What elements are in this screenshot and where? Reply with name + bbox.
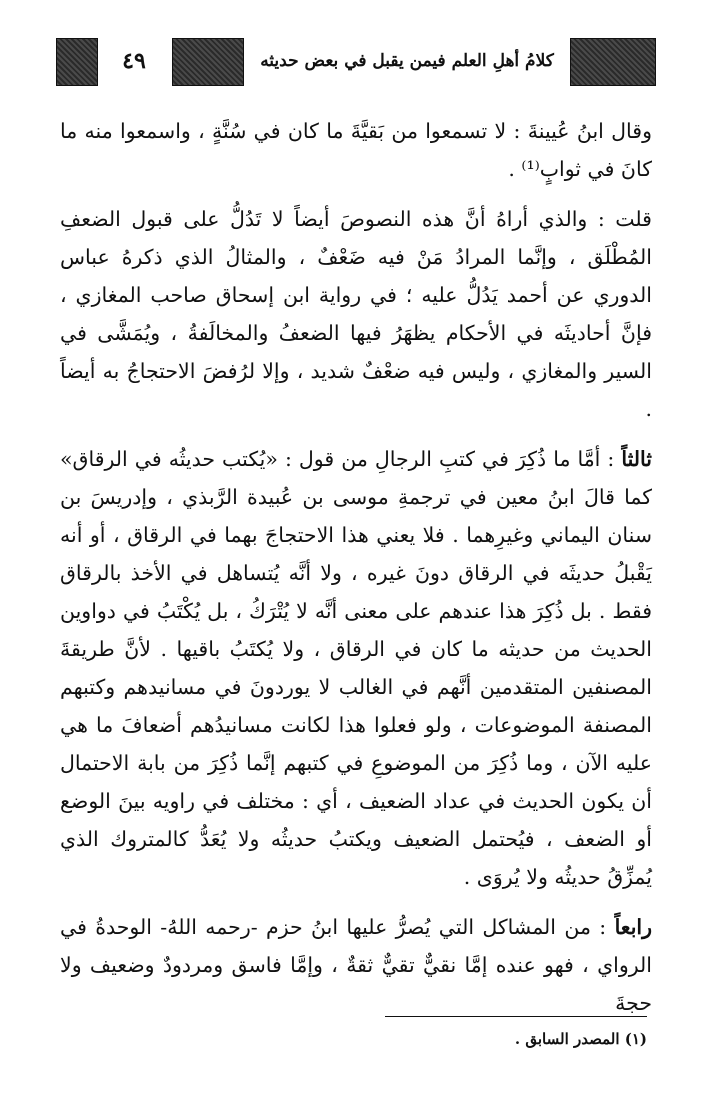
header-decor-right	[570, 38, 656, 86]
paragraph-text: قلت : والذي أراهُ أنَّ هذه النصوصَ أيضاً لا تَدُلُّ على قبول الضعفِ المُطْلَق ، وإنَّما المرادُ مَنْ فيه ضَعْفٌ ، والمثالُ الذي ذكرهُ عباس الدوري عن أحمد يَدُلُّ عليه ؛ في رواية ابن إسحاق صاحب المغازي ، فإنَّ أحاديثَه في الأحكام يظهَرُ فيها الضعفُ والمخالَفةُ ، ويُمَشَّى في السير والمغازي ، وليس فيه ضعْفٌ شديد ، وإلا لرُفضَ الاحتجاجُ به أيضاً .	[60, 207, 652, 421]
paragraph	[60, 440, 652, 896]
main-text	[60, 112, 652, 1034]
paragraph-lead: رابعاً	[614, 915, 652, 939]
page-number: ٤٩	[122, 48, 146, 74]
paragraph-text: : من المشاكل التي يُصرُّ عليها ابنُ حزم -رحمه اللهُ- الوحدةُ في الرواي ، فهو عنده إمَّا نقيٌّ تقيٌّ ثقةٌ ، وإمَّا فاسق ومردودٌ وضعيف ولا حجةَ	[60, 915, 652, 1015]
paragraph	[60, 908, 652, 1022]
paragraph	[60, 200, 652, 428]
paragraph-lead: ثالثاً	[621, 447, 652, 471]
header-decor-left	[56, 38, 98, 86]
paragraph-text: : أمَّا ما ذُكِرَ في كتبِ الرجالِ من قول : «يُكتب حديثُه في الرقاق» كما قالَ ابنُ معين في ترجمةِ موسى بن عُبيدة الرَّبذي ، وإدريسَ بن سنان اليماني وغيرِهما . فلا يعني هذا الاحتجاجَ بهما في الرقاق ، أو أنه يَقْبلُ حديثَه في الرقاق دونَ غيره ، ولا أنَّه يُتساهل في الأخذ بالرقاق فقط . بل ذُكِرَ هذا عندهم على معنى أنَّه لا يُتْرَكُ ، بل يُكْتَبُ في دواوين الحديث من حديثه ما كان في الرقاق ، ولا يُكتَبُ باقيها . لأنَّ طريقةَ المصنفين المتقدمين أنَّهم في الغالب لا يوردونَ في مسانيدهم وكتبهم المصنفة الموضوعات ، ولو فعلوا هذا لكانت مسانيدُهم أضعافَ ما هي عليه الآن ، وما ذُكِرَ من الموضوعِ في كتبهم إنَّما ذُكِرَ من بابة الاحتمال أن يكون الحديث في عداد الضعيف ، أي : مختلف في راويه بينَ الوضع أو الضعف ، فيُحتمل الضعيف ويكتبُ حديثُه ولا يُعَدُّ كالمتروك الذي يُمزِّقُ حديثُه ولا يُروَى .	[60, 447, 652, 889]
paragraph	[60, 112, 652, 188]
header-decor-middle	[172, 38, 244, 86]
footnote: (١) المصدر السابق .	[514, 1030, 647, 1048]
paragraph-text: وقال ابنُ عُيينةَ : لا تسمعوا من بَقيَّةَ ما كان في سُنَّةٍ ، واسمعوا منه ما كانَ في ثوابٍ⁽¹⁾ .	[60, 119, 652, 181]
page-header	[56, 38, 656, 84]
running-title: كلامُ أهلِ العلم فيمن يقبل في بعض حديثه	[260, 51, 554, 71]
footnote-divider	[385, 1016, 647, 1017]
